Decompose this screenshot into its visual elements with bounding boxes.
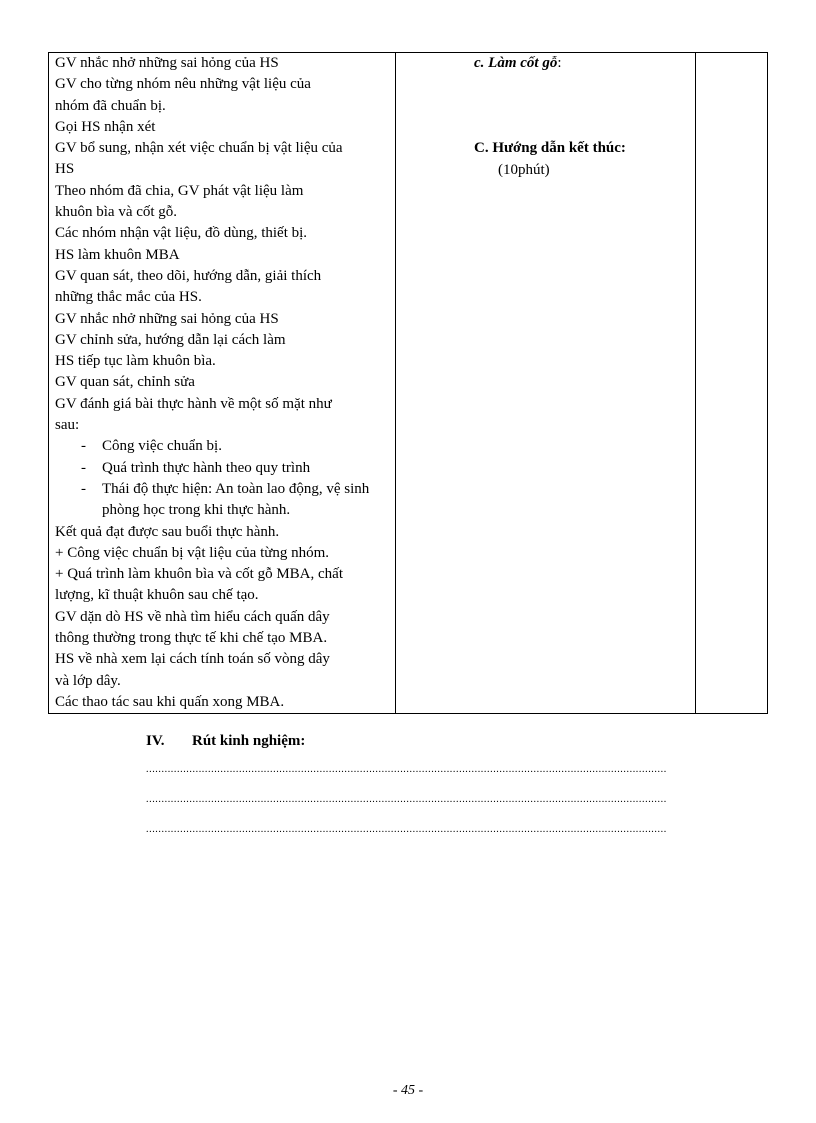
activity-line: sau:	[55, 417, 80, 434]
review-number: IV.	[146, 733, 165, 749]
subsection-colon: :	[557, 55, 562, 71]
activity-line: GV quan sát, theo dõi, hướng dẫn, giải thích	[55, 267, 322, 284]
activity-line: Kết quả đạt được sau buổi thực hành.	[55, 523, 280, 540]
bullet-dash: -	[81, 480, 86, 497]
activity-line: HS về nhà xem lại cách tính toán số vòng dây	[55, 651, 330, 668]
activity-line: thông thường trong thực tế khi chế tạo MBA.	[55, 630, 328, 647]
bullet-item	[55, 479, 389, 522]
page-number: - 45 -	[392, 1083, 424, 1098]
activity-line: GV quan sát, chỉnh sửa	[55, 374, 195, 391]
bullet-dash: -	[81, 438, 86, 455]
dotted-line: ........................................................................................................................................................................	[146, 824, 667, 835]
activity-line: và lớp dây.	[55, 672, 121, 689]
bullet-text: Thái độ thực hiện: An toàn lao động, vệ sinh phòng học trong khi thực hành.	[102, 480, 370, 519]
activity-line: + Công việc chuẩn bị vật liệu của từng nhóm.	[55, 544, 330, 561]
activity-line: GV cho từng nhóm nêu những vật liệu của	[55, 76, 311, 93]
bullet-dash: -	[81, 459, 86, 476]
activity-line: GV dặn dò HS về nhà tìm hiểu cách quấn dây	[55, 608, 330, 625]
review-heading	[146, 733, 686, 755]
bullet-text: Công việc chuẩn bị.	[102, 438, 222, 455]
activity-line: GV chỉnh sửa, hướng dẫn lại cách làm	[55, 331, 286, 348]
dotted-line: ........................................................................................................................................................................	[146, 794, 667, 805]
activity-line: Gọi HS nhận xét	[55, 118, 156, 135]
bullet-item	[55, 436, 389, 457]
activity-line: nhóm đã chuẩn bị.	[55, 97, 166, 114]
activity-line: lượng, kĩ thuật khuôn sau chế tạo.	[55, 587, 259, 604]
activity-line: GV nhắc nhở những sai hỏng của HS	[55, 310, 279, 327]
lesson-table	[48, 52, 768, 714]
notes-cell	[696, 53, 768, 714]
section-duration: (10phút)	[498, 161, 550, 178]
review-section	[146, 733, 686, 845]
activity-line: GV bổ sung, nhận xét việc chuẩn bị vật liệu của	[55, 140, 343, 157]
subsection-title	[474, 53, 695, 74]
activity-line: + Quá trình làm khuôn bìa và cốt gỗ MBA, chất	[55, 566, 343, 583]
review-title: Rút kinh nghiệm:	[192, 733, 306, 749]
activity-line: GV đánh giá bài thực hành về một số mặt như	[55, 395, 332, 412]
section-title: C. Hướng dẫn kết thúc:	[474, 140, 626, 157]
activity-line: những thắc mắc của HS.	[55, 289, 202, 306]
content-column	[396, 53, 695, 181]
activity-line: HS làm khuôn MBA	[55, 246, 180, 263]
activities-cell	[49, 53, 396, 714]
bullet-item	[55, 458, 389, 479]
dotted-line: ........................................................................................................................................................................	[146, 764, 667, 775]
activity-line: Các nhóm nhận vật liệu, đồ dùng, thiết bị.	[55, 225, 308, 242]
subsection-title-text: c. Làm cốt gỗ	[474, 55, 558, 71]
content-cell	[396, 53, 696, 714]
activity-line: HS	[55, 161, 75, 178]
activity-line: HS tiếp tục làm khuôn bìa.	[55, 353, 216, 370]
activities-content	[49, 53, 395, 713]
activity-line: GV nhắc nhở những sai hỏng của HS	[55, 55, 279, 71]
bullet-text: Quá trình thực hành theo quy trình	[102, 459, 311, 476]
activity-line: Các thao tác sau khi quấn xong MBA.	[55, 693, 285, 710]
activity-line: khuôn bìa và cốt gỗ.	[55, 204, 178, 221]
activity-line: Theo nhóm đã chia, GV phát vật liệu làm	[55, 182, 304, 199]
